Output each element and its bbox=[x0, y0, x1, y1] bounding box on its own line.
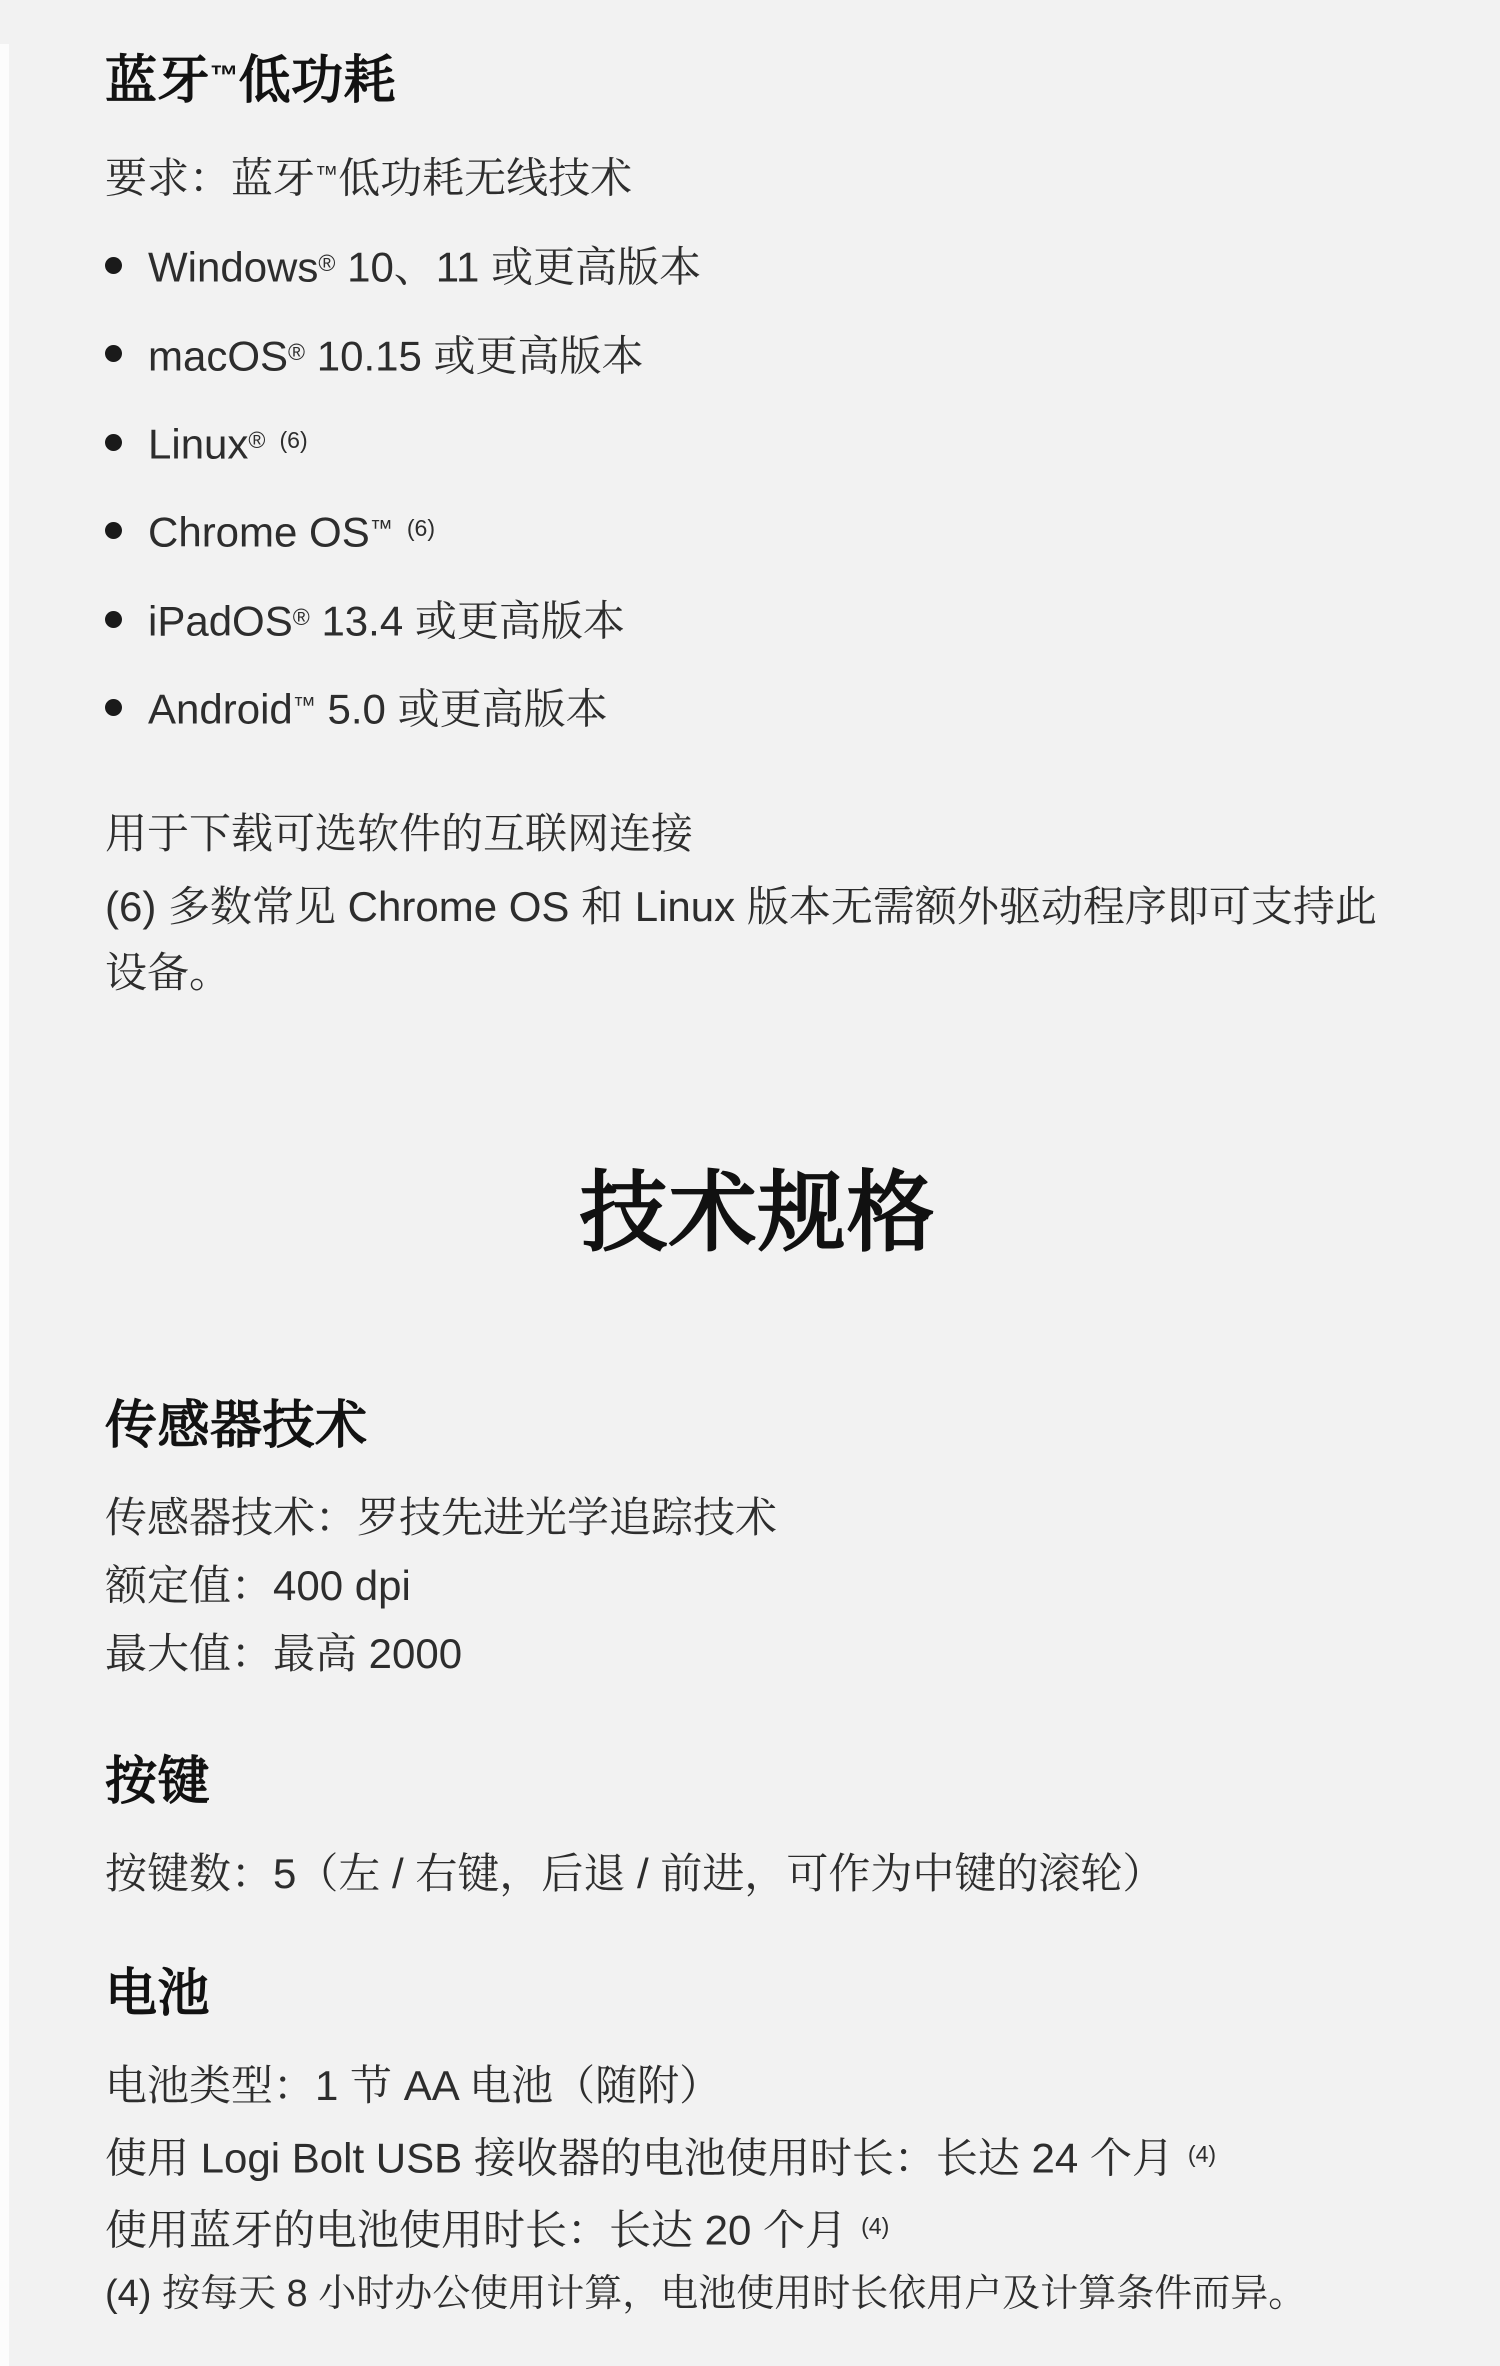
footnote-ref: (4) bbox=[1187, 2140, 1217, 2167]
os-list-item-android bbox=[105, 679, 1410, 735]
os-list-item-chromeos bbox=[105, 502, 1410, 558]
os-list-item-linux bbox=[105, 414, 1410, 470]
os-list-item-macos bbox=[105, 326, 1410, 382]
battery-life-bolt-line bbox=[105, 2120, 1410, 2192]
battery-life-bluetooth-line bbox=[105, 2192, 1410, 2264]
os-name: Chrome OS bbox=[148, 508, 370, 556]
buttons-spec-lines bbox=[105, 1840, 1410, 1908]
bullet-icon bbox=[105, 522, 122, 539]
requirement-line bbox=[105, 147, 1410, 205]
footnote-6: (6) 多数常见 Chrome OS 和 Linux 版本无需额外驱动程序即可支持此设备。 bbox=[105, 882, 1377, 996]
bullet-icon bbox=[105, 699, 122, 716]
left-edge-strip bbox=[0, 44, 9, 2366]
content-column bbox=[0, 44, 1500, 2322]
bluetooth-title-text: 低功耗 bbox=[238, 51, 397, 110]
requirement-text: 低功耗无线技术 bbox=[338, 154, 633, 202]
buttons-section-title: 按键 bbox=[105, 1752, 211, 1811]
trademark-icon: ™ bbox=[315, 160, 339, 187]
requirement-text: 要求：蓝牙 bbox=[105, 154, 316, 202]
os-list-item-ipados bbox=[105, 591, 1410, 647]
trademark-icon: ™ bbox=[292, 692, 316, 719]
footnote-ref: (6) bbox=[406, 515, 436, 542]
battery-life-bolt-text: 使用 Logi Bolt USB 接收器的电池使用时长：长达 24 个月 bbox=[105, 2133, 1174, 2181]
battery-life-bluetooth-text: 使用蓝牙的电池使用时长：长达 20 个月 bbox=[105, 2206, 848, 2254]
section-buttons bbox=[105, 1750, 1410, 1908]
os-name: iPadOS bbox=[148, 597, 293, 645]
section-bluetooth-low-energy bbox=[105, 44, 1410, 1006]
sensor-section-title: 传感器技术 bbox=[105, 1396, 368, 1455]
trademark-icon: ™ bbox=[369, 515, 393, 542]
bullet-icon bbox=[105, 434, 122, 451]
footnote-4: (4) 按每天 8 小时办公使用计算，电池使用时长依用户及计算条件而异。 bbox=[105, 2273, 1307, 2316]
os-version-text: 10.15 或更高版本 bbox=[305, 332, 644, 380]
section-battery bbox=[105, 1962, 1410, 2323]
registered-mark-icon: ® bbox=[288, 338, 306, 365]
section-sensor-technology bbox=[105, 1394, 1410, 1688]
bluetooth-title-text: 蓝牙 bbox=[105, 51, 211, 110]
registered-mark-icon: ® bbox=[292, 603, 310, 630]
bullet-icon bbox=[105, 611, 122, 628]
specs-page-title: 技术规格 bbox=[579, 1162, 936, 1262]
battery-type-line: 电池类型：1 节 AA 电池（随附） bbox=[105, 2061, 722, 2109]
footnote-ref: (6) bbox=[279, 427, 308, 454]
os-compatibility-list bbox=[105, 237, 1410, 735]
os-version-text: 10、11 或更高版本 bbox=[335, 243, 702, 291]
buttons-spec-line: 按键数：5（左 / 右键，后退 / 前进，可作为中键的滚轮） bbox=[105, 1849, 1165, 1897]
bullet-icon bbox=[105, 257, 122, 274]
footnote-ref: (4) bbox=[861, 2212, 890, 2239]
os-version-text: 5.0 或更高版本 bbox=[315, 685, 608, 733]
trademark-icon: ™ bbox=[210, 60, 239, 92]
sensor-spec-line: 最大值：最高 2000 bbox=[105, 1629, 463, 1677]
internet-note: 用于下载可选软件的互联网连接 bbox=[105, 809, 694, 857]
sensor-spec-line: 额定值：400 dpi bbox=[105, 1561, 411, 1609]
os-name: Windows bbox=[148, 243, 319, 291]
os-name: macOS bbox=[148, 332, 289, 380]
bluetooth-section-title bbox=[105, 44, 1410, 113]
os-version-text: 13.4 或更高版本 bbox=[309, 597, 625, 645]
registered-mark-icon: ® bbox=[318, 250, 336, 277]
battery-section-title: 电池 bbox=[105, 1964, 211, 2023]
sensor-spec-lines bbox=[105, 1484, 1410, 1688]
os-list-item-windows bbox=[105, 237, 1410, 293]
bullet-icon bbox=[105, 345, 122, 362]
battery-spec-lines bbox=[105, 2052, 1410, 2265]
os-name: Android bbox=[148, 685, 293, 733]
spec-page bbox=[0, 44, 1500, 2366]
os-name: Linux bbox=[148, 420, 249, 468]
registered-mark-icon: ® bbox=[248, 427, 266, 454]
sensor-spec-line: 传感器技术：罗技先进光学追踪技术 bbox=[105, 1493, 778, 1541]
